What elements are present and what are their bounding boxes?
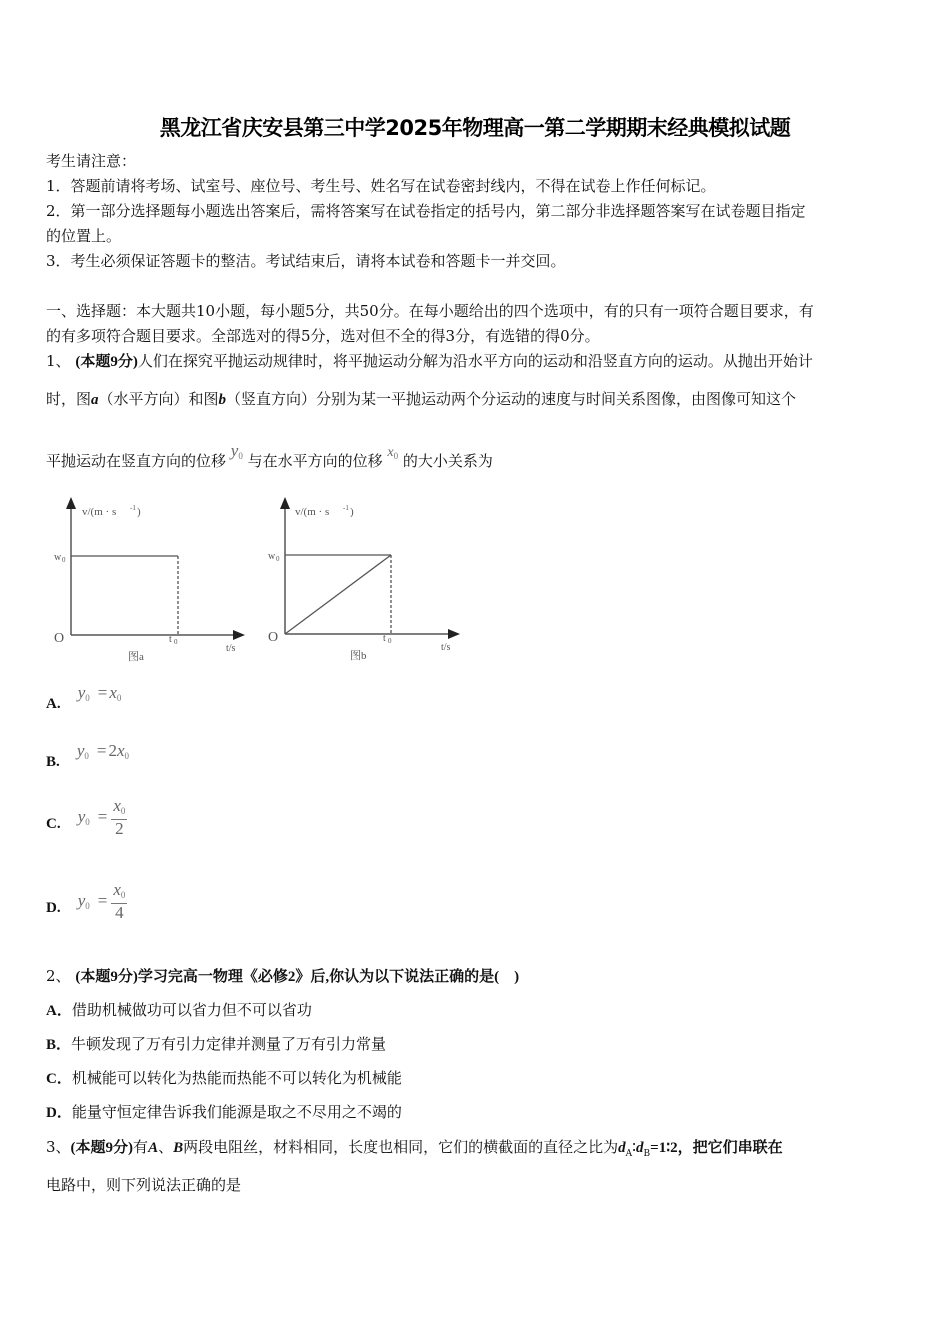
q1-option-b[interactable]: B. $y_0 = 2x_0$ — [46, 741, 130, 770]
section-instructions-line2: 的有多项符合题目要求。全部选对的得5分，选对但不全的得3分，有选错的得0分。 — [46, 327, 600, 345]
svg-text:): ) — [137, 506, 141, 518]
option-b-formula: $y_0 = 2x_0$ — [76, 741, 130, 761]
notice-item-1: 1．答题前请将考场、试室号、座位号、考生号、姓名写在试卷密封线内，不得在试卷上作任何标记。 — [46, 177, 716, 195]
q1-option-a[interactable]: A. $y_0 = x_0$ — [46, 683, 122, 712]
q1-stem-1: 人们在探究平抛运动规律时，将平抛运动分解为沿水平方向的运动和沿竖直方向的运动。从抛出开始计 — [137, 352, 813, 370]
svg-text:t/s: t/s — [226, 643, 236, 654]
q2-option-b[interactable]: B．牛顿发现了万有引力定律并测量了万有引力常量 — [46, 1035, 387, 1053]
svg-text:w: w — [54, 552, 62, 563]
q1-stem-3a: 平抛运动在竖直方向的位移 — [46, 452, 227, 470]
q2-option-d[interactable]: D．能量守恒定律告诉我们能源是取之不尽用之不竭的 — [46, 1103, 402, 1121]
fig-b-ref: b — [218, 392, 227, 408]
q1-stem-2c: （竖直方向）分别为某一平抛运动两个分运动的速度与时间关系图像，由图像可知这个 — [226, 390, 797, 408]
q1-stem-3c: 的大小关系为 — [402, 452, 493, 470]
document-title: 黑龙江省庆安县第三中学2025年物理高一第二学期期末经典模拟试题 — [159, 116, 791, 140]
q2-option-a[interactable]: A．借助机械做功可以省力但不可以省功 — [46, 1001, 312, 1019]
q1-option-d[interactable]: D. $y_0$ = $\frac{x_0}{4}$ — [46, 880, 126, 922]
fig-b-ylabel: v/(m · s — [295, 506, 330, 518]
svg-text:0: 0 — [62, 556, 66, 564]
q2-option-c[interactable]: C．机械能可以转化为热能而热能不可以转化为机械能 — [46, 1069, 402, 1087]
section-instructions-line1: 一、选择题：本大题共10小题，每小题5分，共50分。在每小题给出的四个选项中，有的只有一项符合题目要求，有 — [46, 302, 814, 320]
option-a-formula: $y_0 = x_0$ — [77, 683, 122, 703]
option-d-formula: $y_0$ = $\frac{x_0}{4}$ — [77, 880, 126, 922]
svg-text:-1: -1 — [130, 504, 136, 512]
q1-line2 — [46, 389, 796, 410]
notice-item-2-cont: 的位置上。 — [46, 227, 122, 245]
svg-text:O: O — [54, 631, 65, 646]
option-c-formula: $y_0$ = $\frac{x_0}{2}$ — [77, 796, 126, 838]
q1-line1 — [46, 351, 813, 372]
svg-text:0: 0 — [276, 555, 280, 563]
svg-text:w: w — [268, 551, 276, 562]
q1-stem-3b: 与在水平方向的位移 — [247, 452, 383, 470]
q1-stem-2b: （水平方向）和图 — [98, 390, 219, 408]
q1-line3 — [46, 441, 493, 476]
fig-a-ylabel: v/(m · s — [82, 506, 117, 518]
q2-stem: 2、 (本题9分)学习完高一物理《必修2》后,你认为以下说法正确的是( ) — [46, 967, 520, 985]
svg-text:t/s: t/s — [441, 642, 451, 653]
svg-text:t: t — [169, 634, 172, 645]
notice-heading: 考生请注意： — [46, 152, 137, 170]
figure-b-graph — [265, 495, 465, 665]
q1-option-c[interactable]: C. $y_0$ = $\frac{x_0}{2}$ — [46, 796, 126, 838]
fig-a-ref: a — [91, 392, 99, 408]
svg-text:0: 0 — [388, 637, 392, 645]
q1-stem-2a: 时，图 — [46, 390, 92, 408]
notice-item-3: 3．考生必须保证答题卡的整洁。考试结束后，请将本试卷和答题卡一并交回。 — [46, 252, 566, 270]
svg-text:0: 0 — [174, 638, 178, 646]
fig-a-caption: 图a — [128, 651, 144, 663]
q3-line1: 3、(本题9分)有A、B两段电阻丝，材料相同，长度也相同，它们的横截面的直径之比为$d_A∶d_B=1∶2$，把它们串联在 — [46, 1138, 783, 1159]
x0-symbol: $x_0$ — [387, 445, 399, 461]
q1-number: 1、 — [46, 352, 71, 370]
figure-a-graph — [50, 495, 250, 665]
svg-text:O: O — [268, 630, 279, 645]
svg-text:t: t — [383, 633, 386, 644]
notice-item-2: 2．第一部分选择题每小题选出答案后，需将答案写在试卷指定的括号内，第二部分非选择题答案写在试卷题目指定 — [46, 202, 806, 220]
svg-text:-1: -1 — [343, 504, 349, 512]
svg-text:): ) — [350, 506, 354, 518]
fig-b-caption: 图b — [350, 650, 367, 662]
y0-symbol: $y_0$ — [230, 441, 243, 461]
q3-line2: 电路中，则下列说法正确的是 — [46, 1176, 242, 1194]
q1-score: (本题9分) — [75, 354, 138, 370]
